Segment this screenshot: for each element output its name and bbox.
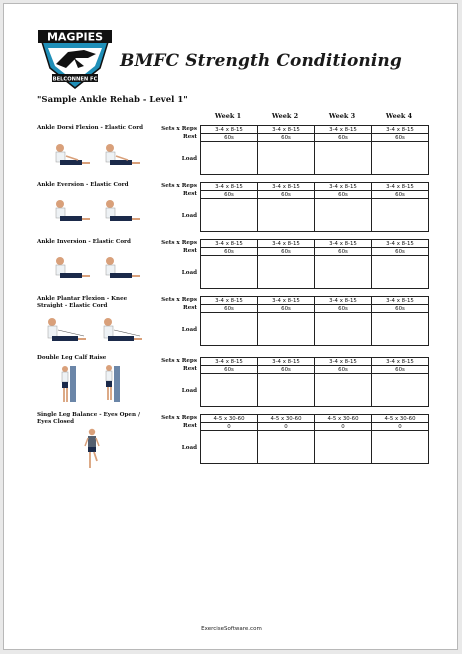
sets-reps-cell: 3-4 x 8-15 [258, 240, 315, 248]
standing-figure-icon [62, 366, 76, 402]
sets-reps-cell: 3-4 x 8-15 [258, 183, 315, 191]
rest-cell: 60s [201, 366, 258, 374]
load-cell[interactable] [372, 142, 429, 175]
rest-label: Rest [183, 191, 197, 197]
load-cell[interactable] [372, 374, 429, 407]
rest-label: Rest [183, 423, 197, 429]
sets-reps-cell: 3-4 x 8-15 [201, 297, 258, 305]
sets-reps-cell: 3-4 x 8-15 [372, 358, 429, 366]
load-cell[interactable] [258, 199, 315, 232]
load-label: Load [181, 213, 197, 219]
exercise-illustration [48, 251, 148, 285]
sets-reps-cell: 3-4 x 8-15 [315, 126, 372, 134]
exercise-illustration [48, 194, 148, 228]
sets-reps-cell: 3-4 x 8-15 [201, 358, 258, 366]
sets-reps-cell: 3-4 x 8-15 [201, 126, 258, 134]
load-cell[interactable] [201, 313, 258, 346]
seated-figure-icon [48, 318, 86, 341]
sets-reps-cell: 3-4 x 8-15 [315, 240, 372, 248]
sets-reps-label: Sets x Reps [161, 358, 197, 364]
sets-reps-cell: 3-4 x 8-15 [201, 240, 258, 248]
sets-reps-cell: 3-4 x 8-15 [258, 126, 315, 134]
load-cell[interactable] [258, 256, 315, 289]
exercise-table [200, 296, 429, 346]
rest-cell: 60s [258, 366, 315, 374]
load-label: Load [181, 327, 197, 333]
exercise-table [200, 125, 429, 175]
load-cell[interactable] [372, 313, 429, 346]
load-cell[interactable] [201, 199, 258, 232]
standing-figure-icon [106, 365, 120, 402]
rest-label: Rest [183, 366, 197, 372]
rest-label: Rest [183, 134, 197, 140]
exercise-name: Double Leg Calf Raise [37, 355, 107, 361]
week-2-header: Week 2 [271, 112, 299, 120]
footer-link[interactable]: ExerciseSoftware.com [201, 626, 262, 632]
magpies-logo [38, 28, 112, 90]
load-cell[interactable] [201, 142, 258, 175]
seated-figure-icon [56, 257, 90, 278]
logo-club-text: BELCONNEN FC [52, 76, 98, 83]
exercise-illustration [40, 314, 150, 348]
rest-cell: 60s [372, 248, 429, 256]
rest-cell: 60s [372, 305, 429, 313]
exercise-name: Ankle Eversion - Elastic Cord [37, 182, 129, 188]
load-cell[interactable] [372, 431, 429, 464]
load-cell[interactable] [315, 313, 372, 346]
week-4-header: Week 4 [385, 112, 413, 120]
rest-cell: 60s [258, 248, 315, 256]
rest-cell: 60s [315, 134, 372, 142]
rest-cell: 60s [258, 134, 315, 142]
exercise-table [200, 182, 429, 232]
sets-reps-label: Sets x Reps [161, 183, 197, 189]
rest-cell: 60s [201, 134, 258, 142]
exercise-table [200, 239, 429, 289]
sets-reps-cell: 4-5 x 30-60 [315, 415, 372, 423]
logo-name-text: MAGPIES [46, 30, 104, 44]
seated-figure-icon [106, 257, 140, 278]
sets-reps-cell: 4-5 x 30-60 [201, 415, 258, 423]
load-cell[interactable] [372, 199, 429, 232]
document-page [3, 3, 458, 650]
load-cell[interactable] [372, 256, 429, 289]
sets-reps-label: Sets x Reps [161, 297, 197, 303]
load-cell[interactable] [315, 199, 372, 232]
exercise-illustration [48, 138, 148, 172]
rest-label: Rest [183, 305, 197, 311]
exercise-name: Ankle Dorsi Flexion - Elastic Cord [37, 125, 144, 131]
load-label: Load [181, 445, 197, 451]
load-cell[interactable] [258, 374, 315, 407]
rest-cell: 60s [315, 366, 372, 374]
rest-cell: 0 [201, 423, 258, 431]
sets-reps-label: Sets x Reps [161, 126, 197, 132]
load-cell[interactable] [201, 431, 258, 464]
sets-reps-cell: 3-4 x 8-15 [315, 358, 372, 366]
sets-reps-cell: 4-5 x 30-60 [372, 415, 429, 423]
sets-reps-cell: 3-4 x 8-15 [315, 297, 372, 305]
load-label: Load [181, 156, 197, 162]
sets-reps-cell: 3-4 x 8-15 [315, 183, 372, 191]
exercise-illustration [80, 428, 104, 470]
load-cell[interactable] [315, 374, 372, 407]
rest-cell: 60s [315, 305, 372, 313]
rest-cell: 0 [258, 423, 315, 431]
rest-cell: 60s [201, 305, 258, 313]
rest-cell: 0 [372, 423, 429, 431]
sets-reps-cell: 3-4 x 8-15 [372, 126, 429, 134]
rest-cell: 60s [258, 305, 315, 313]
sets-reps-cell: 3-4 x 8-15 [372, 297, 429, 305]
load-cell[interactable] [258, 142, 315, 175]
sets-reps-cell: 3-4 x 8-15 [258, 358, 315, 366]
week-1-header: Week 1 [214, 112, 242, 120]
rest-cell: 60s [315, 248, 372, 256]
week-3-header: Week 3 [328, 112, 356, 120]
seated-figure-icon [104, 318, 142, 341]
rest-cell: 60s [258, 191, 315, 199]
sets-reps-label: Sets x Reps [161, 415, 197, 421]
exercise-table [200, 414, 429, 464]
rest-cell: 60s [372, 366, 429, 374]
sets-reps-cell: 4-5 x 30-60 [258, 415, 315, 423]
sets-reps-cell: 3-4 x 8-15 [372, 240, 429, 248]
rest-label: Rest [183, 248, 197, 254]
load-cell[interactable] [258, 313, 315, 346]
exercise-name: Single Leg Balance - Eyes Open / Eyes Closed [37, 412, 141, 425]
exercise-table [200, 357, 429, 407]
sets-reps-cell: 3-4 x 8-15 [201, 183, 258, 191]
seated-figure-icon [56, 200, 90, 221]
sets-reps-cell: 3-4 x 8-15 [258, 297, 315, 305]
rest-cell: 60s [201, 248, 258, 256]
load-label: Load [181, 270, 197, 276]
load-cell[interactable] [201, 256, 258, 289]
seated-figure-icon [106, 200, 140, 221]
rest-cell: 60s [315, 191, 372, 199]
load-cell[interactable] [315, 431, 372, 464]
exercise-illustration [56, 364, 136, 406]
page-title: BMFC Strength Conditioning [120, 51, 402, 71]
load-cell[interactable] [315, 142, 372, 175]
rest-cell: 60s [372, 134, 429, 142]
rest-cell: 60s [201, 191, 258, 199]
rest-cell: 0 [315, 423, 372, 431]
sets-reps-label: Sets x Reps [161, 240, 197, 246]
load-cell[interactable] [258, 431, 315, 464]
seated-figure-icon [56, 144, 90, 165]
exercise-name: Ankle Inversion - Elastic Cord [37, 239, 131, 245]
exercise-name: Ankle Plantar Flexion - Knee Straight - Elastic Cord [37, 296, 128, 309]
load-label: Load [181, 388, 197, 394]
program-title: "Sample Ankle Rehab - Level 1" [37, 95, 188, 105]
sets-reps-cell: 3-4 x 8-15 [372, 183, 429, 191]
standing-figure-icon [85, 429, 99, 468]
seated-figure-icon [106, 144, 140, 165]
rest-cell: 60s [372, 191, 429, 199]
load-cell[interactable] [315, 256, 372, 289]
load-cell[interactable] [201, 374, 258, 407]
